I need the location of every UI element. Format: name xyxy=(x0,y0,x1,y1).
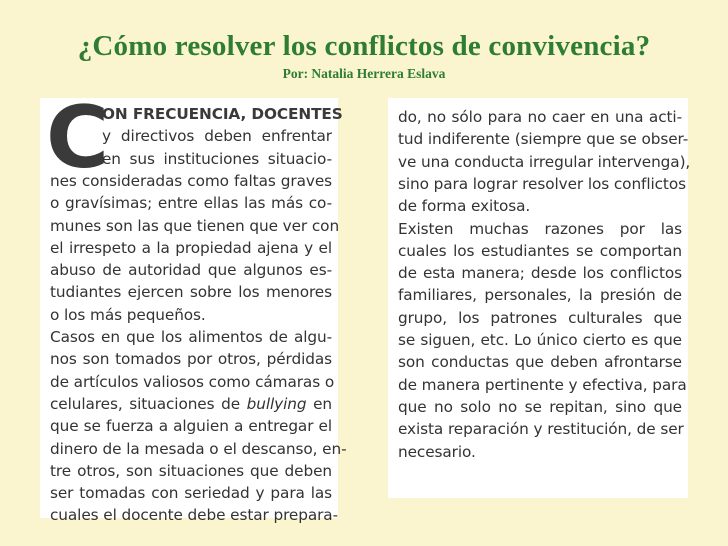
text-line: munes son las que tienen que ver con xyxy=(50,216,340,235)
text-line: de forma exitosa. xyxy=(398,197,531,216)
text-line: de artículos valiosos como cámaras o xyxy=(50,372,335,391)
text-line: se siguen, etc. Lo único cierto es que xyxy=(398,331,682,349)
text-line: el irrespeto a la propiedad ajena y el xyxy=(50,238,332,257)
text-line: cuales los estudiantes se comportan xyxy=(398,241,682,260)
text-line: en sus instituciones situacio- xyxy=(102,149,332,168)
text-line: nos son tomados por otros, pérdidas xyxy=(50,350,332,369)
text-line: o los más pequeños. xyxy=(50,305,206,324)
text-line: cuales el docente debe estar prepara- xyxy=(50,506,339,525)
text-line: que se fuerza a alguien a entregar el xyxy=(50,417,332,436)
page-title: ¿Cómo resolver los conflictos de convivencia? xyxy=(77,30,651,62)
text-line: tud indiferente (siempre que se obser- xyxy=(398,130,689,149)
text-line: exista reparación y restitución, de ser xyxy=(398,420,684,439)
text-line: necesario. xyxy=(398,442,476,461)
text-line: grupo, los patrones culturales que xyxy=(398,308,682,327)
text-line: tre otros, son situaciones que deben xyxy=(50,461,332,480)
text-line: do, no sólo para no caer en una acti- xyxy=(398,108,682,126)
author-byline: Por: Natalia Herrera Eslava xyxy=(282,66,446,81)
text-line: abuso de autoridad que algunos es- xyxy=(50,261,332,280)
text-line: de manera pertinente y efectiva, para xyxy=(398,375,687,394)
text-line: ON FRECUENCIA, DOCENTES xyxy=(102,105,343,123)
text-line: ser tomadas con seriedad y para las xyxy=(50,484,332,503)
text-line: de esta manera; desde los conflictos xyxy=(398,264,682,283)
drop-cap: C xyxy=(46,88,110,188)
article-scan-right xyxy=(388,98,691,498)
article-scan-left xyxy=(40,88,347,525)
text-line: o gravísimas; entre ellas las más co- xyxy=(50,194,332,213)
text-line: Existen muchas razones por las xyxy=(398,219,682,238)
text-line: dinero de la mesada o el descanso, en- xyxy=(50,439,347,458)
text-line: que no solo no se repitan, sino que xyxy=(398,397,682,416)
text-line: ve una conducta irregular intervenga), xyxy=(398,152,691,171)
text-line: sino para lograr resolver los conflictos xyxy=(398,174,686,193)
text-line: celulares, situaciones de bullying en xyxy=(50,394,332,413)
text-line: Casos en que los alimentos de algu- xyxy=(50,328,332,346)
text-line: son conductas que deben afrontarse xyxy=(398,353,682,372)
text-line: nes consideradas como faltas graves xyxy=(50,171,332,190)
text-line: tudiantes ejercen sobre los menores xyxy=(50,283,332,302)
text-line: y directivos deben enfrentar xyxy=(102,127,332,146)
text-line: familiares, personales, la presión de xyxy=(398,286,682,305)
